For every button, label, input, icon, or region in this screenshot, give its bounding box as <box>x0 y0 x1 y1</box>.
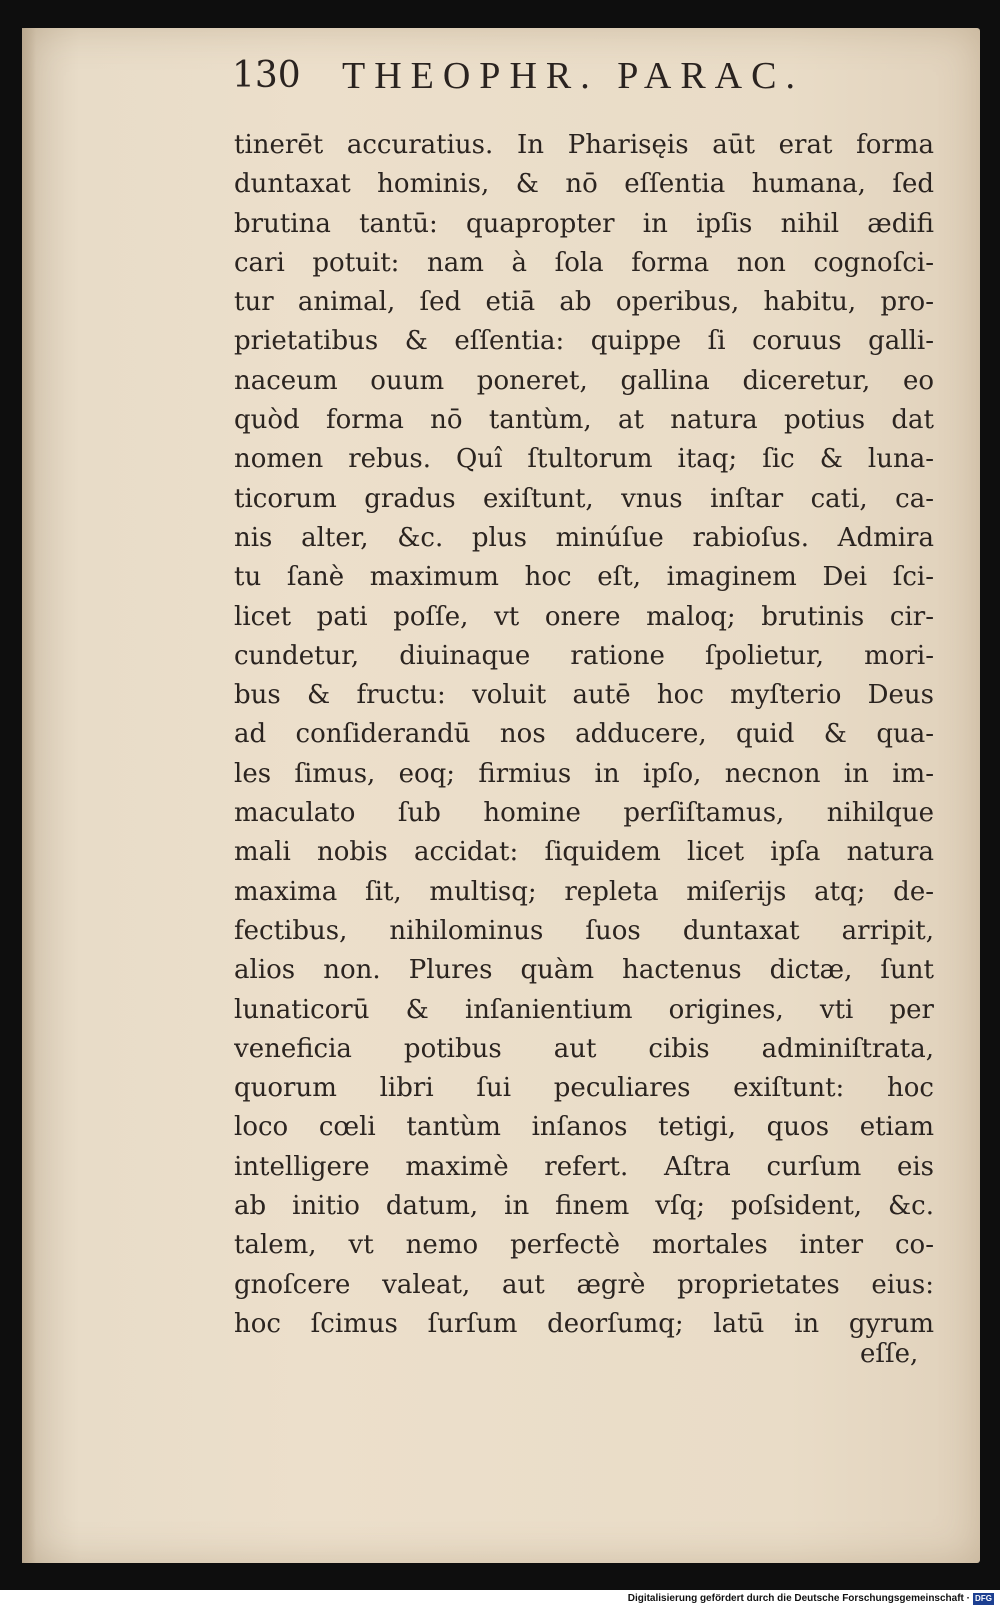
text-line: bus & fructu: voluit autē hoc myſterio Deus <box>234 680 934 711</box>
dfg-logo-icon: DFG <box>973 1593 994 1605</box>
text-line: intelligere maximè refert. Aſtra curſum eis <box>234 1151 934 1182</box>
text-line: naceum ouum poneret, gallina diceretur, eo <box>234 365 934 396</box>
text-line: veneficia potibus aut cibis adminiſtrata, <box>234 1033 934 1064</box>
text-line: les ſimus, eoq; firmius in ipſo, necnon in im- <box>234 758 934 789</box>
text-line: duntaxat hominis, & nō eſſentia humana, ſed <box>234 169 934 200</box>
digitization-credit: Digitalisierung gefördert durch die Deutsche Forschungsgemeinschaft · <box>627 1593 970 1604</box>
text-line: alios non. Plures quàm hactenus dictæ, ſunt <box>234 955 934 986</box>
page-gutter-shadow <box>22 28 36 1563</box>
text-line: ticorum gradus exiſtunt, vnus inſtar cati, ca- <box>234 483 934 514</box>
text-line: mali nobis accidat: ſiquidem licet ipſa natura <box>234 837 934 868</box>
text-line: ab initio datum, in finem vſq; poſsident, &c. <box>234 1191 934 1222</box>
text-line: cundetur, diuinaque ratione ſpolietur, mori- <box>234 640 934 671</box>
running-title: THEOPHR. PARAC. <box>342 55 804 97</box>
text-line: nomen rebus. Quî ſtultorum itaq; ſic & luna- <box>234 444 934 475</box>
folio-number: 130 <box>232 55 301 96</box>
text-line: cari potuit: nam à ſola forma non cognoſci- <box>234 247 934 278</box>
text-line: ad conſiderandū nos adducere, quid & qua- <box>234 719 934 750</box>
text-line: nis alter, &c. plus minúſue rabioſus. Admira <box>234 522 934 553</box>
catchword: eſſe, <box>860 1339 919 1369</box>
text-line: licet pati poſſe, vt onere maloq; brutinis cir- <box>234 601 934 632</box>
body-text <box>234 126 934 1344</box>
text-line: hoc ſcimus ſurſum deorſumq; latū in gyrum <box>234 1308 934 1339</box>
text-line: maxima ſit, multisq; repleta miſerijs atq; de- <box>234 876 934 907</box>
text-line: maculato ſub homine perſiſtamus, nihilque <box>234 798 934 829</box>
text-line: talem, vt nemo perfectè mortales inter co- <box>234 1230 934 1261</box>
text-line: prietatibus & eſſentia: quippe ſi coruus galli- <box>234 326 934 357</box>
text-line: brutina tantū: quapropter in ipſis nihil ædifi <box>234 208 934 239</box>
text-line: lunaticorū & inſanientium origines, vti per <box>234 994 934 1025</box>
text-line: tur animal, ſed etiā ab operibus, habitu, pro- <box>234 287 934 318</box>
text-line: tinerēt accuratius. In Pharisęis aūt erat forma <box>234 130 934 160</box>
text-line: loco cœli tantùm inſanos tetigi, quos etiam <box>234 1112 934 1143</box>
text-line: fectibus, nihilominus ſuos duntaxat arripit, <box>234 915 934 946</box>
page-header <box>232 46 862 106</box>
text-line: gnoſcere valeat, aut ægrè proprietates eius: <box>234 1269 934 1300</box>
text-line: quòd forma nō tantùm, at natura potius dat <box>234 405 934 436</box>
text-line: tu ſanè maximum hoc eſt, imaginem Dei ſci- <box>234 562 934 593</box>
text-line: quorum libri ſui peculiares exiſtunt: hoc <box>234 1073 934 1104</box>
